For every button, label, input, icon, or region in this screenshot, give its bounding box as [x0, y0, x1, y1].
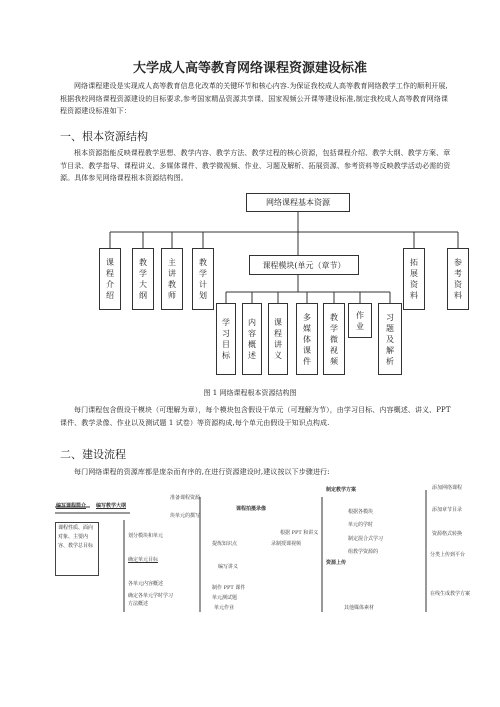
diagram-sub-item: 作 业 [348, 303, 372, 338]
flow-step: 在线生成教学方案 [430, 591, 471, 597]
flow-step: 准备课程资源 [170, 495, 201, 501]
flow-step: 资源上传 [326, 560, 347, 566]
flow-step: 根据 PPT 和讲义 [280, 530, 319, 536]
flow-course-box: 课程性质、面向对象、主要内容、教学总目标 [55, 522, 99, 576]
diagram-sub-item: 教 学 微 视 频 [323, 303, 345, 375]
flow-step: 确定各单元学时学习方法概述 [128, 593, 174, 607]
flow-step: 制定教学方案 [326, 487, 357, 493]
intro-paragraph: 网络课程建设是实现成人高等教育信息化改革的关键环节和核心内容.为保证我校成人高等教育网络教学工作的顺利开展,根据我校网络课程资源建设的目标要求,参考国家精品资源共享课、国家视频公开课等建设标准,制定我校成人高等教育网络课程资源建设标准如下： [60, 82, 449, 115]
flow-step: 添加网络课程 [432, 485, 463, 491]
page-title: 大学成人高等教育网络课程资源建设标准 [132, 61, 367, 76]
flow-step: 单元作业 [214, 605, 235, 611]
flow-step: 确定单元目标 [128, 557, 159, 563]
flow-step: 录制授课视频 [271, 541, 302, 547]
diagram-root: 网络课程基本资源 [246, 193, 350, 212]
flow-step: 块单元的撰写 [170, 513, 201, 519]
diagram-left-item: 教 学 计 划 [192, 248, 214, 310]
flow-step: 组教学资源的 [348, 549, 379, 555]
section1-after-paragraph: 每门课程包含假设干模块（可理解为章），每个模块包含假设干单元（可理解为节），由学习目标、内容概述、讲义、PPT 课件、教学录像、作业以及测试题 1 试卷）等资源构成,每个单元由假设干知识点构成. [60, 406, 451, 427]
flow-step: 根据各模块 [348, 509, 374, 515]
flow-syllabus: 编写教学大纲 [96, 503, 127, 509]
flow-step: 单元测试题 [212, 595, 238, 601]
section2-paragraph: 每门网络课程的资源库都是庞杂而有序的,在进行资源建设时,建议按以下步骤进行: [74, 468, 330, 476]
flow-step: 提炼知识点 [212, 541, 238, 547]
diagram-right-item: 拓 展 资 料 [403, 248, 425, 310]
flow-step: 分类上传到平台 [430, 552, 466, 558]
flow-step: 编写讲义 [218, 564, 239, 570]
flow-step: 添加章节目录 [432, 507, 463, 513]
diagram-sub-item: 内 容 概 述 [242, 303, 262, 375]
flow-step: 制作 PPT 课件 [212, 585, 246, 591]
flow-step: 课程拍摄录像 [236, 506, 267, 512]
diagram-sub-item: 课 程 讲 义 [268, 303, 288, 375]
diagram-sub-item: 习 题 及 解 析 [378, 303, 402, 375]
diagram-left-item: 课 程 介 绍 [99, 248, 121, 310]
flow-step: 其他媒体素材 [344, 605, 375, 611]
diagram-left-item: 教 学 大 纲 [132, 248, 154, 310]
section1-paragraph: 根本资源指能反映课程教学思想、教学内容、教学方法、教学过程的核心资源，包括课程介绍、教学大纲、教学方案、章节目录、教学指导、课程讲义、多媒体课件、教学微视频、作业、习题及解析、拓展资源、参考资料等反映教学活动必需的资源。具体参见网络课程根本资源结构图。 [60, 149, 451, 182]
flow-step: 划分模块和单元 [128, 533, 164, 539]
diagram-middle: 课程模块(单元（章节） [249, 255, 359, 275]
flow-step: 单元的学时 [348, 522, 374, 528]
section2-heading: 二、建设流程 [60, 448, 126, 461]
section1-heading: 一、根本资源结构 [60, 130, 148, 143]
diagram-sub-item: 多 媒 体 课 件 [296, 303, 318, 375]
diagram-left-item: 主 讲 教 师 [161, 248, 183, 310]
flow-step: 制定混合式学习 [348, 536, 384, 542]
flow-step: 各单元内容概述 [128, 581, 164, 587]
diagram-right-item: 参 考 资 料 [447, 248, 469, 310]
flow-step: 资源格式转换 [432, 531, 463, 537]
flow-course-intro: 编写课程简介 [56, 503, 87, 509]
diagram-sub-item: 学 习 目 标 [216, 303, 236, 375]
diagram-caption: 图 1 网络课程根本资源结构图 [203, 389, 297, 397]
